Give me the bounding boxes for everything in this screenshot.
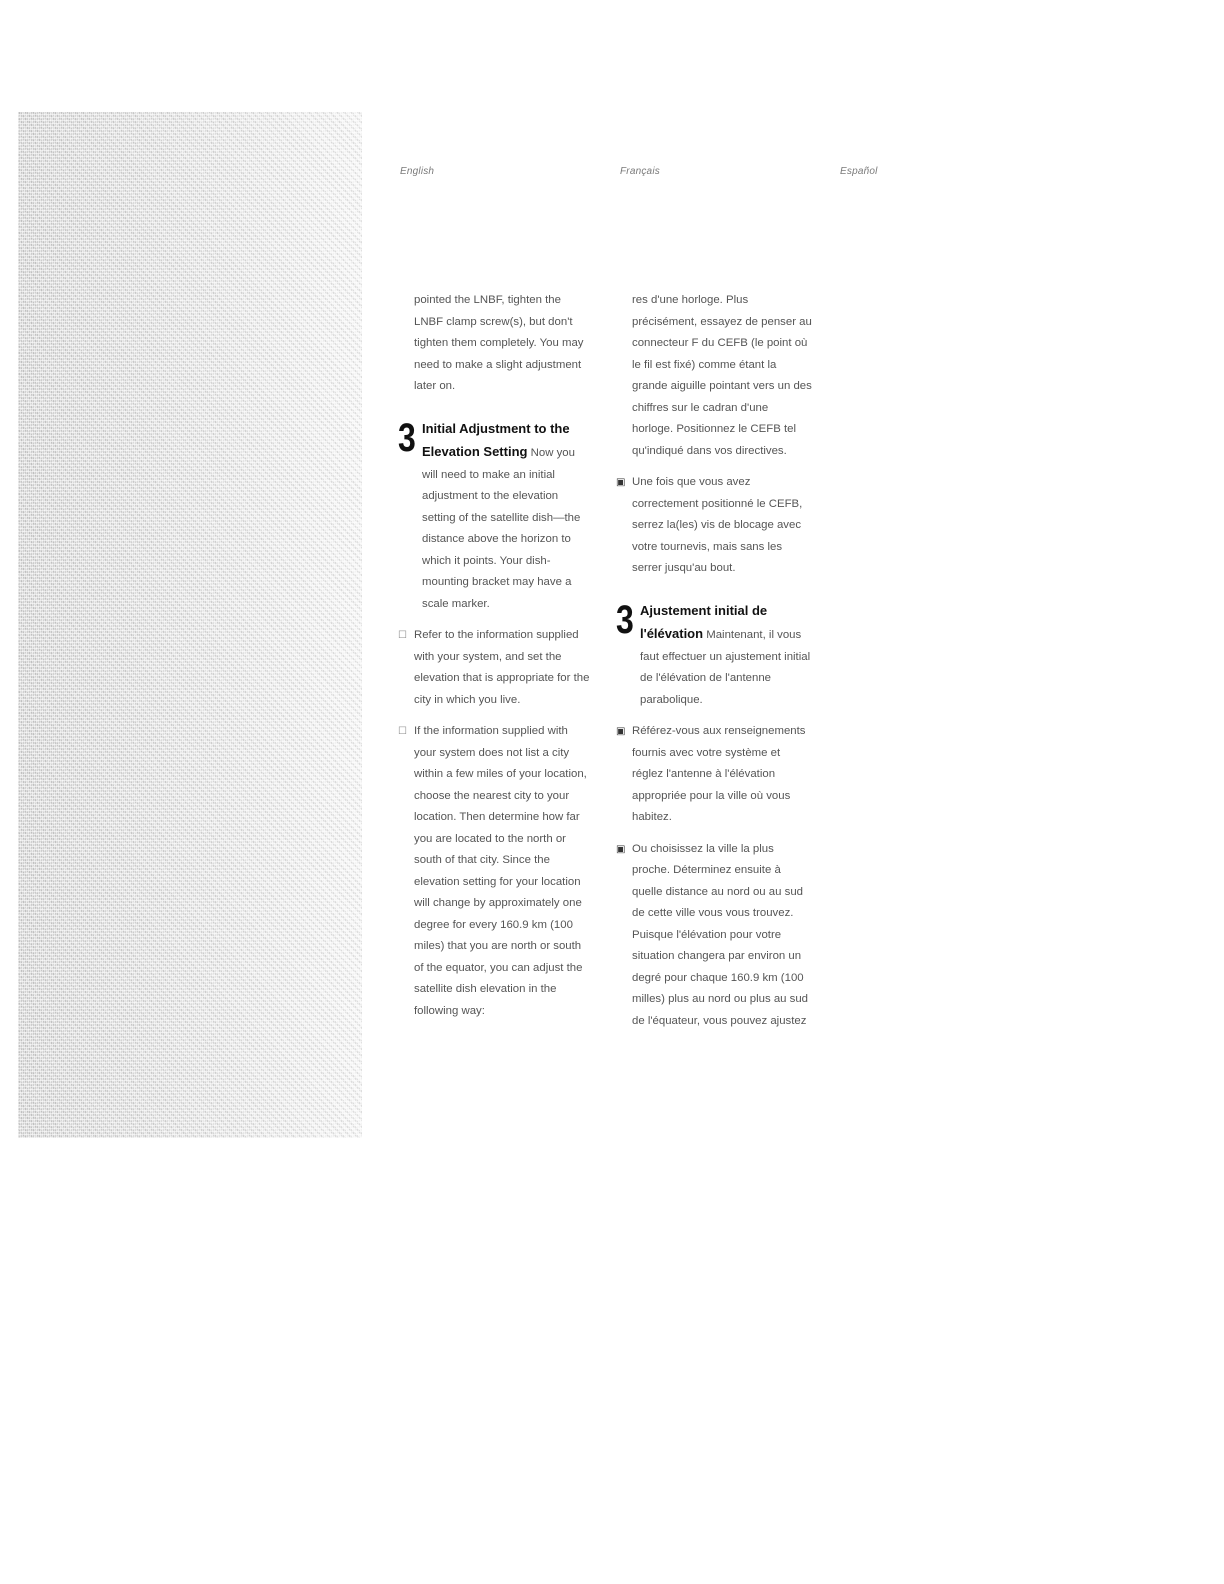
hollow-square-icon: ☐ (398, 726, 407, 737)
french-intro: res d'une horloge. Plus précisément, essayez de penser au connecteur F du CEFB (le point où le fil est fixé) comme étant la grande aiguille pointant vers un des chiffres sur le cadran d'une horloge. Positionnez le CEFB tel qu'indiqué dans vos directives. (632, 294, 812, 457)
french-bullet-text: Référez-vous aux renseignements fournis avec votre système et réglez l'antenne à l'élévation appropriée pour la ville où vous habitez. (632, 725, 806, 823)
english-bullet (398, 721, 590, 1022)
french-bullet-text: Une fois que vous avez correctement positionné le CEFB, serrez la(les) vis de blocage avec votre tournevis, mais sans les serrer jusqu'au bout. (632, 476, 803, 574)
english-heading-title: Initial Adjustment to the Elevation Setting (422, 420, 570, 459)
english-bullet-text: If the information supplied with your system does not list a city within a few miles of your location, choose the nearest city to your location. Then determine how far you are located to the north or south of that city. Since the elevation setting for your location will change by approximately one degree for every 160.9 km (100 miles) that you are north or south of the equator, you can adjust the satellite dish elevation in the following way: (414, 725, 587, 1017)
english-bullet-text: Refer to the information supplied with your system, and set the elevation that is appropriate for the city in which you live. (414, 629, 590, 706)
step-number: 3 (398, 415, 416, 460)
filled-square-icon: ▣ (616, 843, 626, 855)
dithered-photo-panel (18, 112, 362, 1138)
french-column (616, 290, 812, 1032)
step-number: 3 (616, 597, 634, 642)
french-bullet (616, 839, 812, 1033)
french-heading-title: Ajustement initial de l'élévation (640, 602, 768, 641)
hollow-square-icon: ☐ (398, 630, 407, 641)
french-bullet (616, 472, 812, 580)
english-lead: Now you will need to make an initial adjustment to the elevation setting of the satellite dish—the distance above the horizon to which it points. Your dish-mounting bracket may have a scale marker. (422, 447, 581, 610)
header-francais: Français (620, 166, 660, 177)
french-bullet (616, 721, 812, 829)
filled-square-icon: ▣ (616, 726, 626, 737)
english-intro: pointed the LNBF, tighten the LNBF clamp screw(s), but don't tighten them completely. You may need to make a slight adjustment later on. (414, 294, 584, 392)
filled-square-icon: ▣ (616, 477, 626, 488)
french-lead: Maintenant, il vous faut effectuer un ajustement initial de l'élévation de l'antenne parabolique. (640, 629, 811, 706)
header-english: English (400, 166, 435, 177)
french-step-heading (616, 597, 812, 712)
english-column (398, 290, 590, 1022)
english-step-heading (398, 415, 590, 616)
french-bullet-text: Ou choisissez la ville la plus proche. Déterminez ensuite à quelle distance au nord ou au sud de cette ville vous vous trouvez. Puisque l'élévation pour votre situation changera par environ un degré pour chaque 160.9 km (100 milles) plus au nord ou plus au sud de l'équateur, vous pouvez ajustez (632, 842, 809, 1027)
english-bullet (398, 625, 590, 711)
header-espanol: Español (840, 166, 878, 177)
